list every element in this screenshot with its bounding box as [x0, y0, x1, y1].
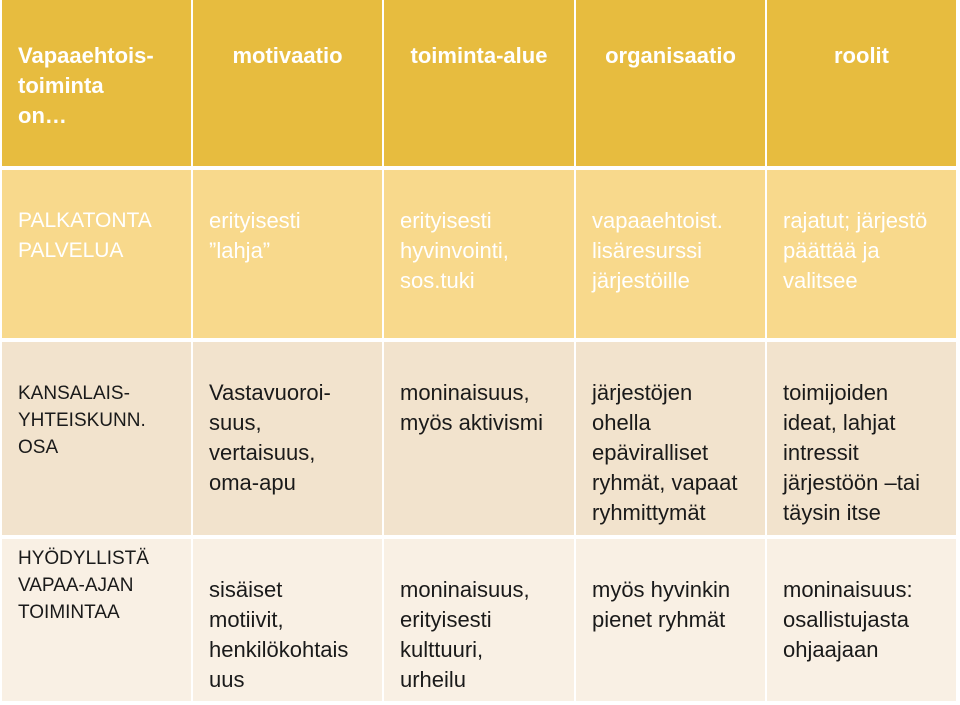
cell-line: erityisesti [400, 208, 492, 233]
table-cell [767, 342, 956, 535]
table-cell [767, 170, 956, 338]
cell-line: moninaisuus, [400, 380, 530, 405]
table-row [2, 170, 956, 338]
table-cell [576, 170, 765, 338]
cell-line: urheilu [400, 667, 467, 692]
cell-line: Vastavuoroi- [209, 380, 331, 405]
cell-line: ohjaajaan [783, 637, 879, 662]
cell-line: kulttuuri, [400, 637, 484, 662]
cell-line: hyvinvointi, [400, 238, 509, 263]
table-cell [384, 539, 574, 701]
cell-line: motiivit, [209, 607, 284, 632]
cell-line: erityisesti [400, 607, 492, 632]
cell-line: sisäiset [209, 577, 283, 602]
row-label-cell [2, 342, 191, 535]
cell-line: erityisesti [209, 208, 301, 233]
table-cell [767, 539, 956, 701]
cell-line: ohella [592, 410, 651, 435]
table-cell [193, 342, 382, 535]
table-cell [576, 539, 765, 701]
table-header-row [2, 0, 956, 166]
cell-line: vapaaehtoist. [592, 208, 723, 233]
table-row [2, 342, 956, 535]
cell-line: moninaisuus: [783, 577, 913, 602]
header-col-label: motivaatio [232, 43, 343, 68]
cell-line: ideat, lahjat [783, 410, 896, 435]
cell-line: myös hyvinkin [592, 577, 731, 602]
cell-line: päättää ja [783, 238, 880, 263]
cell-line: henkilökohtais [209, 637, 349, 662]
header-col-label: toiminta-alue [410, 43, 548, 68]
table-row [2, 539, 956, 701]
cell-line: moninaisuus, [400, 577, 530, 602]
row-label-line: HYÖDYLLISTÄ [18, 548, 149, 569]
row-label-line: KANSALAIS- [18, 383, 130, 404]
cell-line: osallistujasta [783, 607, 909, 632]
table-cell [384, 170, 574, 338]
header-col-toiminta-alue [384, 0, 574, 166]
cell-line: rajatut; järjestö [783, 208, 928, 233]
cell-line: oma-apu [209, 470, 296, 495]
cell-line: uus [209, 667, 245, 692]
cell-line: järjestöön –tai [783, 470, 920, 495]
header-col-label: roolit [834, 43, 889, 68]
row-label-cell [2, 539, 191, 701]
header-title-line: on… [18, 103, 67, 128]
row-label-line: PALVELUA [18, 239, 124, 262]
header-title-cell [2, 0, 191, 166]
cell-line: järjestöjen [592, 380, 693, 405]
row-label-line: PALKATONTA [18, 209, 152, 232]
cell-line: epäviralliset [592, 440, 709, 465]
cell-line: järjestöille [592, 268, 690, 293]
header-title-line: toiminta [18, 73, 104, 98]
cell-line: ryhmittymät [592, 500, 706, 525]
cell-line: intressit [783, 440, 859, 465]
row-label-line: YHTEISKUNN. [18, 410, 146, 431]
header-title-line: Vapaaehtois- [18, 43, 154, 68]
row-label-line: VAPAA-AJAN [18, 575, 134, 596]
table-cell [384, 342, 574, 535]
row-label-line: TOIMINTAA [18, 602, 120, 623]
cell-line: ryhmät, vapaat [592, 470, 738, 495]
cell-line: pienet ryhmät [592, 607, 726, 632]
cell-line: ”lahja” [209, 238, 271, 263]
row-label-line: OSA [18, 437, 59, 458]
table-cell [576, 342, 765, 535]
header-col-motivaatio [193, 0, 382, 166]
header-col-roolit [767, 0, 956, 166]
cell-line: vertaisuus, [209, 440, 316, 465]
table-cell [193, 170, 382, 338]
row-label-cell [2, 170, 191, 338]
header-col-label: organisaatio [605, 43, 736, 68]
cell-line: suus, [209, 410, 262, 435]
cell-line: sos.tuki [400, 268, 475, 293]
cell-line: lisäresurssi [592, 238, 703, 263]
header-col-organisaatio [576, 0, 765, 166]
cell-line: valitsee [783, 268, 858, 293]
cell-line: täysin itse [783, 500, 881, 525]
cell-line: toimijoiden [783, 380, 889, 405]
cell-line: myös aktivismi [400, 410, 544, 435]
table-cell [193, 539, 382, 701]
